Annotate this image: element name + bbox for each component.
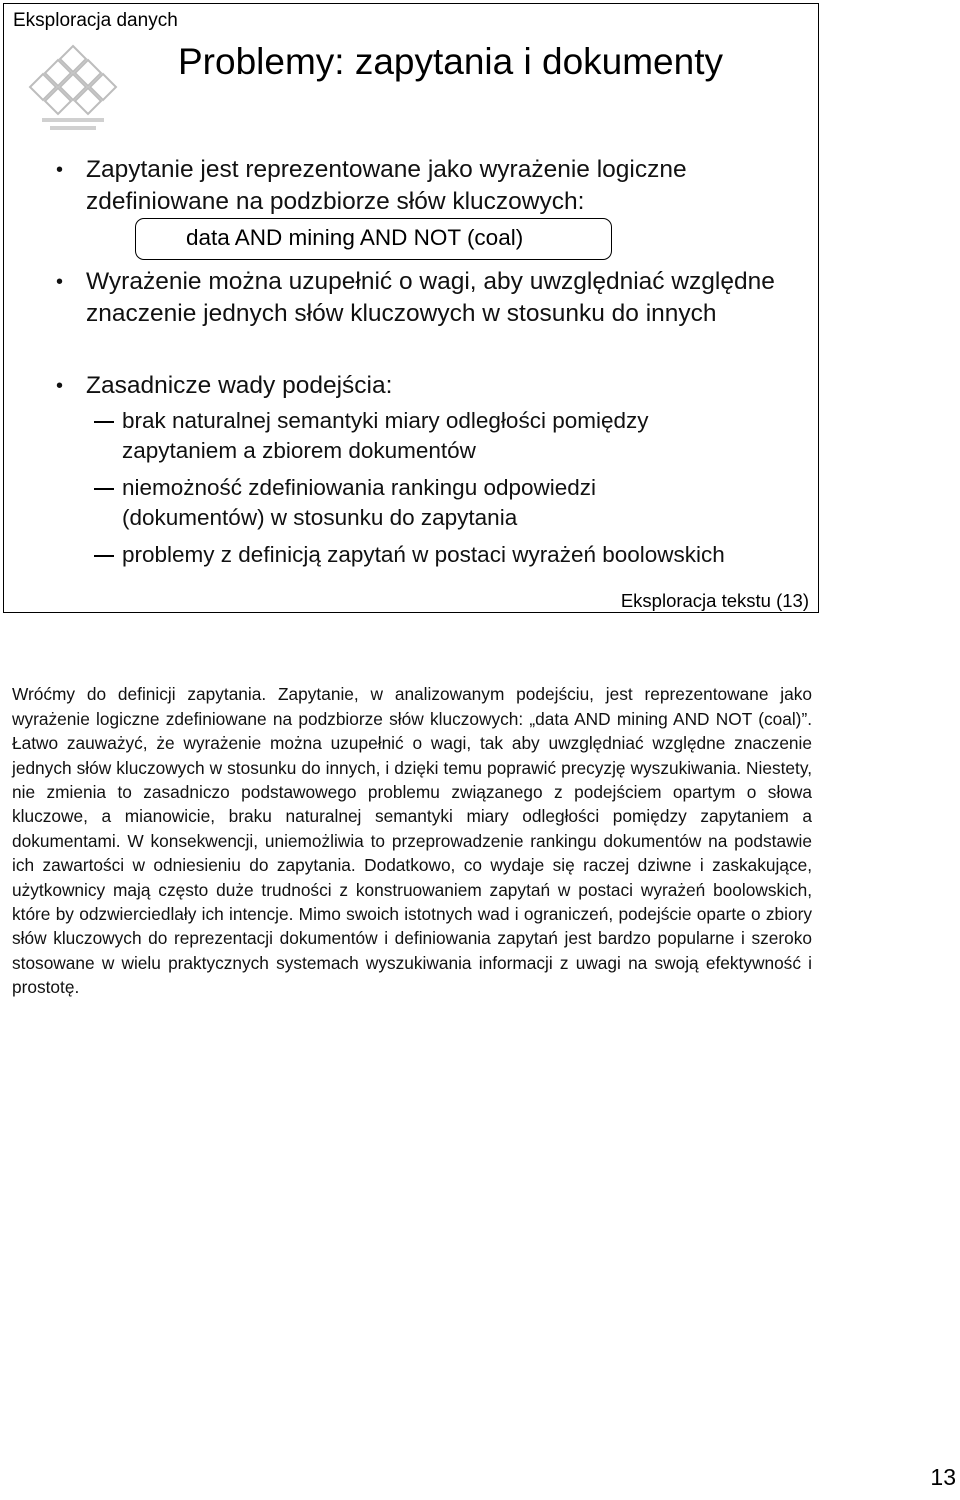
dash-icon (94, 421, 114, 423)
bullet-dot-icon: • (56, 375, 64, 397)
slide-title: Problemy: zapytania i dokumenty (178, 41, 723, 82)
institution-logo-icon (28, 42, 118, 134)
query-example: data AND mining AND NOT (coal) (186, 225, 524, 250)
dash-icon (94, 555, 114, 557)
bullet-item (56, 154, 786, 218)
bullet-item (56, 370, 786, 402)
sub-bullet-text: niemożność zdefiniowania rankingu odpowiedzi (dokumentów) w stosunku do zapytania (122, 475, 597, 530)
sub-bullet-text: brak naturalnej semantyki miary odległości pomiędzy zapytaniem a zbiorem dokumentów (122, 408, 649, 463)
slide-frame (3, 3, 819, 613)
page-number: 13 (930, 1464, 956, 1490)
sub-bullet-text: problemy z definicją zapytań w postaci wyrażeń boolowskich (122, 542, 725, 567)
bullet-text: Wyrażenie można uzupełnić o wagi, aby uwzględniać względne znaczenie jednych słów kluczowych w stosunku do innych (86, 268, 775, 327)
bullet-dot-icon: • (56, 271, 64, 293)
bullet-text: Zasadnicze wady podejścia: (86, 372, 393, 399)
bullet-item (56, 266, 796, 330)
bullet-text: Zapytanie jest reprezentowane jako wyrażenie logiczne zdefiniowane na podzbiorze słów kluczowych: (86, 156, 687, 215)
slide-footer: Eksploracja tekstu (13) (620, 590, 809, 611)
dash-icon (94, 488, 114, 490)
sub-bullet-item (122, 540, 812, 570)
notes-paragraph: Wróćmy do definicji zapytania. Zapytanie, w analizowanym podejściu, jest reprezentowane jako wyrażenie logiczne zdefiniowane na podzbiorze słów kluczowych: „data AND mining AND NOT (coal)”. Łatwo zauważyć, że wyrażenie można uzupełnić o wagi, tak aby uwzględniać względne znaczenie jednych słów kluczowych w stosunku do innych, i dzięki temu poprawić precyzję wyszukiwania. Niestety, nie zmienia to zasadniczo podstawowego problemu związanego z podejściem opartym o słowa kluczowe, a mianowicie, braku naturalnej semantyki miary odległości pomiędzy zapytaniem a dokumentami. W konsekwencji, uniemożliwia to przeprowadzenie rankingu dokumentów na podstawie ich zawartości w odniesieniu do zapytania. Dodatkowo, co wydaje się raczej dziwne i zaskakujące, użytkownicy mają często duże trudności z konstruowaniem zapytań w postaci wyrażeń boolowskich, które by odzwierciedlały ich intencje. Mimo swoich istotnych wad i ograniczeń, podejście oparte o zbiory słów kluczowych do reprezentacji dokumentów i definiowania zapytań jest bardzo popularne i szeroko stosowane w wielu praktycznych systemach wyszukiwania informacji z uwagi na swoją efektywność i prostotę. (12, 684, 812, 998)
course-label: Eksploracja danych (13, 10, 178, 31)
query-example-box (135, 218, 612, 260)
sub-bullet-item (122, 406, 722, 466)
sub-bullet-item (122, 473, 702, 533)
bullet-dot-icon: • (56, 159, 64, 181)
